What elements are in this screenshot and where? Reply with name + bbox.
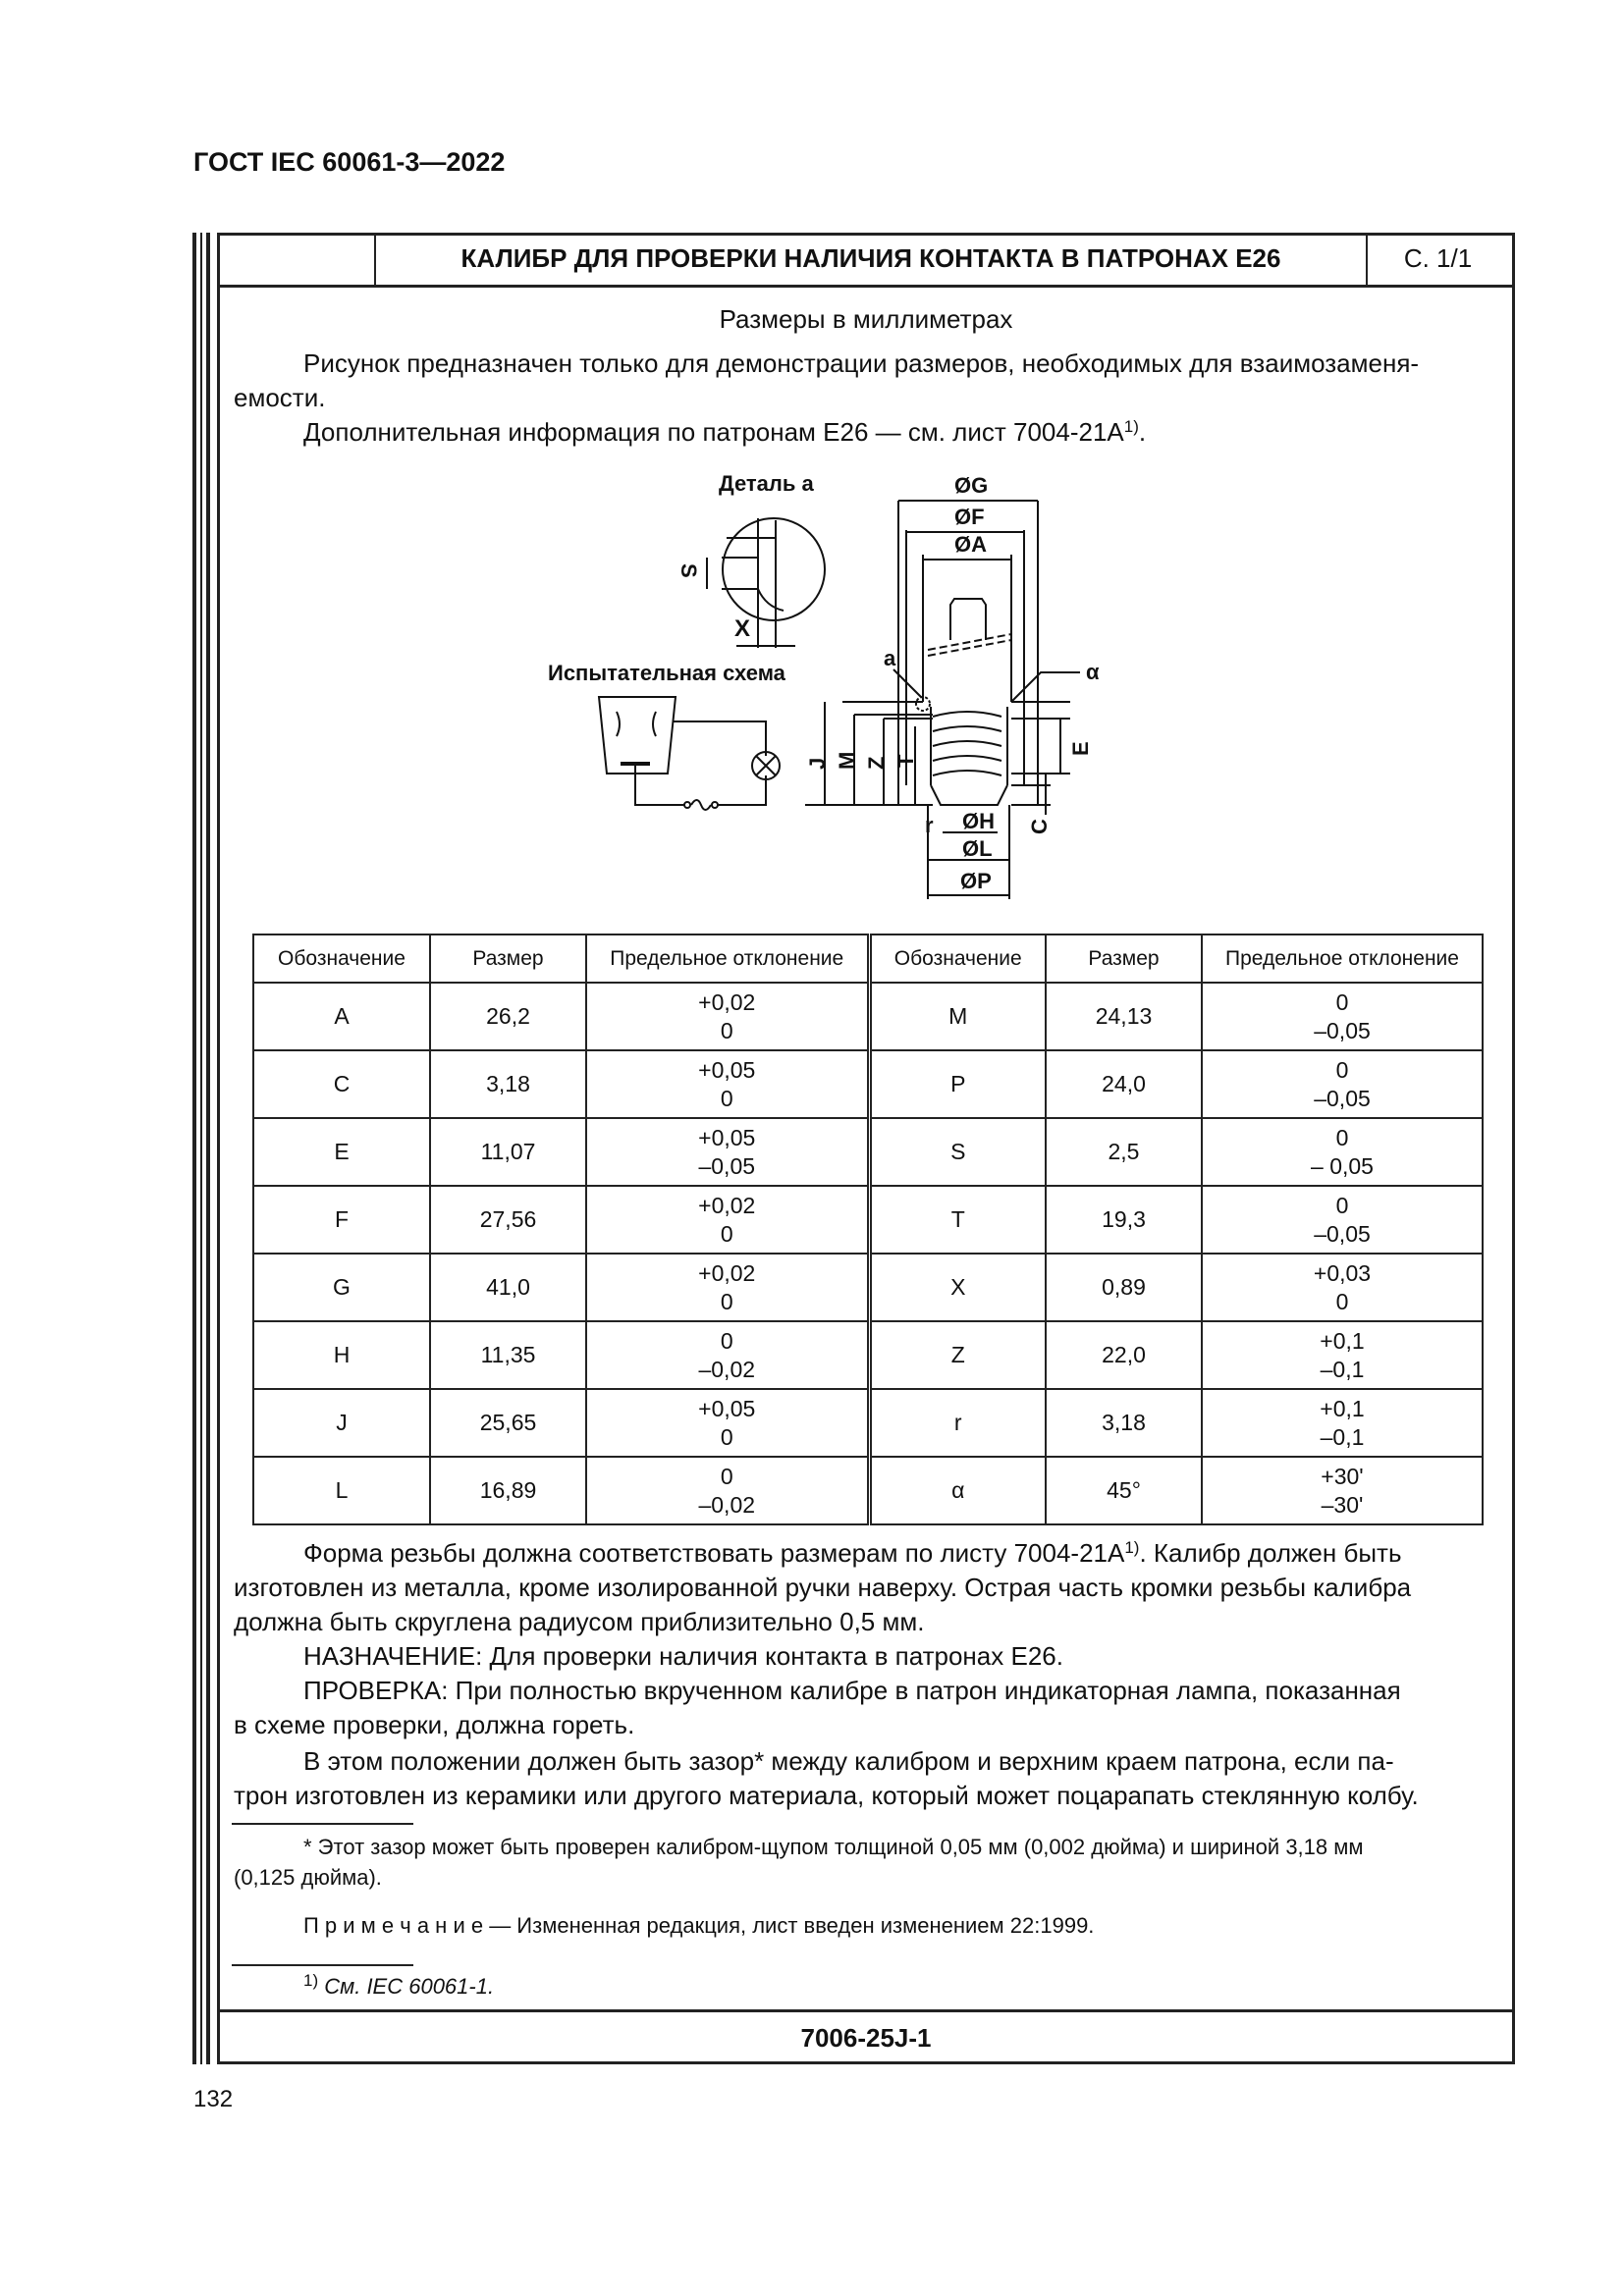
lower-tolerance: –0,05 <box>1314 1017 1371 1043</box>
column-header: Обозначение <box>253 934 430 983</box>
tolerance-cell <box>1202 1389 1483 1457</box>
tolerance-cell <box>1202 1254 1483 1321</box>
size-cell: 3,18 <box>1046 1389 1202 1457</box>
label-m: M <box>835 751 859 770</box>
designation-cell: S <box>869 1118 1046 1186</box>
terminal <box>712 802 718 808</box>
size-cell: 2,5 <box>1046 1118 1202 1186</box>
size-cell: 3,18 <box>430 1050 586 1118</box>
label-alpha: α <box>1086 660 1100 684</box>
label-a: ØA <box>954 532 987 557</box>
upper-tolerance: 0 <box>1335 1056 1349 1083</box>
upper-tolerance: +0,02 <box>698 988 756 1015</box>
label-h: ØH <box>962 809 995 833</box>
column-header: Размер <box>430 934 586 983</box>
table-row <box>253 1389 1483 1457</box>
body-text-line: изготовлен из металла, кроме изолированной ручки наверху. Острая часть кромки резьбы калибра <box>234 1573 1412 1602</box>
period: . <box>1138 417 1147 447</box>
table-row <box>253 1050 1483 1118</box>
table-row <box>253 983 1483 1050</box>
designation-cell: Z <box>869 1321 1046 1389</box>
upper-tolerance: 0 <box>720 1463 733 1489</box>
tolerance-cell <box>1202 1186 1483 1254</box>
size-cell: 11,07 <box>430 1118 586 1186</box>
footnote-ref: 1) <box>1123 417 1139 436</box>
ac-source-icon <box>691 800 711 810</box>
lower-tolerance: – 0,05 <box>1311 1152 1374 1179</box>
lower-tolerance: 0 <box>720 1423 733 1450</box>
designation-cell: T <box>869 1186 1046 1254</box>
column-header: Предельное отклонение <box>586 934 869 983</box>
terminal <box>684 802 690 808</box>
upper-tolerance: +0,1 <box>1320 1327 1365 1354</box>
designation-cell: A <box>253 983 430 1050</box>
tolerance-cell <box>586 1254 869 1321</box>
label-g: ØG <box>954 473 989 498</box>
designation-cell: J <box>253 1389 430 1457</box>
tolerance-cell <box>1202 1457 1483 1524</box>
upper-tolerance: +0,03 <box>1313 1259 1372 1286</box>
designation-cell: E <box>253 1118 430 1186</box>
size-cell: 24,13 <box>1046 983 1202 1050</box>
size-cell: 25,65 <box>430 1389 586 1457</box>
alpha-line <box>1011 672 1080 702</box>
table-row <box>253 1321 1483 1389</box>
thread-lines <box>933 712 1001 775</box>
table-row <box>253 1254 1483 1321</box>
table-header-row <box>253 934 1483 983</box>
label-f: ØF <box>954 505 985 529</box>
body-paragraph <box>303 1536 1402 1571</box>
gauge-handle <box>950 599 986 640</box>
upper-tolerance: +0,02 <box>698 1192 756 1218</box>
detail-profile <box>758 518 784 611</box>
detail-circle <box>723 518 825 620</box>
size-cell: 24,0 <box>1046 1050 1202 1118</box>
upper-tolerance: 0 <box>720 1327 733 1354</box>
footnote-divider <box>232 1823 413 1825</box>
test-circuit-title: Испытательная схема <box>548 661 785 685</box>
designation-cell: H <box>253 1321 430 1389</box>
gauge-body <box>923 574 1011 702</box>
label-p: ØP <box>960 869 992 893</box>
upper-tolerance: 0 <box>1335 1192 1349 1218</box>
footnote-ref: 1) <box>303 1971 319 1990</box>
contact-springs <box>617 712 656 736</box>
tolerance-cell <box>1202 1050 1483 1118</box>
sheet-code: 7006-25J-1 <box>217 2009 1515 2064</box>
upper-tolerance: 0 <box>1335 988 1349 1015</box>
column-header: Размер <box>1046 934 1202 983</box>
test-text: ПРОВЕРКА: При полностью вкрученном калибре в патрон индикаторная лампа, показанная <box>303 1676 1401 1705</box>
handle-break <box>928 634 1011 656</box>
table-row <box>253 1186 1483 1254</box>
tolerance-cell <box>586 1457 869 1524</box>
gauge-drawing <box>530 461 1296 923</box>
designation-cell: C <box>253 1050 430 1118</box>
tolerance-cell <box>1202 983 1483 1050</box>
label-e: E <box>1068 741 1093 756</box>
label-s: S <box>676 563 701 578</box>
tolerance-cell <box>1202 1118 1483 1186</box>
footnote-star-cont: (0,125 дюйма). <box>234 1865 382 1890</box>
document-header: ГОСТ IEC 60061-3—2022 <box>193 147 506 177</box>
designation-cell: L <box>253 1457 430 1524</box>
tolerance-cell <box>586 983 869 1050</box>
dim-e-lines <box>1011 719 1070 774</box>
lower-tolerance: –0,05 <box>1314 1220 1371 1247</box>
page-number: 132 <box>193 2086 234 2112</box>
designation-cell: F <box>253 1186 430 1254</box>
label-x: X <box>734 615 751 642</box>
label-j: J <box>805 757 830 770</box>
margin-bar <box>192 233 196 2064</box>
thread-requirement-text: . Калибр должен быть <box>1139 1538 1402 1568</box>
purpose-text: НАЗНАЧЕНИЕ: Для проверки наличия контакта в патронах E26. <box>303 1641 1063 1671</box>
gap-text-cont: трон изготовлен из керамики или другого материала, который может поцарапать стеклянную колбу. <box>234 1781 1419 1810</box>
size-cell: 11,35 <box>430 1321 586 1389</box>
upper-tolerance: +0,05 <box>698 1395 756 1421</box>
upper-tolerance: +30' <box>1321 1463 1364 1489</box>
size-cell: 41,0 <box>430 1254 586 1321</box>
tolerance-cell <box>586 1186 869 1254</box>
size-cell: 45° <box>1046 1457 1202 1524</box>
dim-c-lines <box>1011 774 1051 815</box>
test-text-cont: в схеме проверки, должна гореть. <box>234 1710 635 1739</box>
additional-info <box>303 415 1146 450</box>
lamp-cross <box>756 756 776 775</box>
footnote-ref: 1) <box>1124 1538 1140 1557</box>
lower-tolerance: 0 <box>720 1085 733 1111</box>
label-c: C <box>1027 819 1052 834</box>
lower-tolerance: –0,02 <box>698 1356 756 1382</box>
size-cell: 26,2 <box>430 983 586 1050</box>
lower-tolerance: 0 <box>1335 1288 1349 1314</box>
body-text-line: должна быть скруглена радиусом приблизительно 0,5 мм. <box>234 1607 925 1636</box>
intro-paragraph-cont <box>234 381 325 415</box>
sheet-page-indicator: С. 1/1 <box>1403 243 1473 273</box>
column-header: Обозначение <box>869 934 1046 983</box>
label-l: ØL <box>962 836 993 861</box>
lower-tolerance: –0,05 <box>698 1152 756 1179</box>
size-cell: 22,0 <box>1046 1321 1202 1389</box>
designation-cell: r <box>869 1389 1046 1457</box>
footnote-divider <box>232 1964 413 1966</box>
sheet-title-row <box>217 233 1515 288</box>
detail-title: Деталь а <box>719 471 814 496</box>
tolerance-cell <box>586 1050 869 1118</box>
note-text: П р и м е ч а н и е — Измененная редакция, лист введен изменением 22:1999. <box>303 1913 1095 1938</box>
gauge-tip <box>931 785 1007 805</box>
reference-text: См. IEC 60061-1. <box>324 1974 495 1999</box>
lower-tolerance: 0 <box>720 1017 733 1043</box>
label-a-small: a <box>884 646 896 670</box>
lower-tolerance: 0 <box>720 1288 733 1314</box>
label-t: T <box>893 754 918 768</box>
designation-cell: α <box>869 1457 1046 1524</box>
column-header: Предельное отклонение <box>1202 934 1483 983</box>
table-row <box>253 1118 1483 1186</box>
designation-cell: G <box>253 1254 430 1321</box>
label-r: r <box>925 813 934 837</box>
upper-tolerance: 0 <box>1335 1124 1349 1150</box>
gap-text: В этом положении должен быть зазор* между калибром и верхним краем патрона, если па- <box>303 1746 1394 1776</box>
upper-tolerance: +0,02 <box>698 1259 756 1286</box>
footnote-star: * Этот зазор может быть проверен калибром-щупом толщиной 0,05 мм (0,002 дюйма) и шириной 3,18 мм <box>303 1835 1364 1859</box>
designation-cell: M <box>869 983 1046 1050</box>
dimensions-caption: Размеры в миллиметрах <box>719 304 1013 334</box>
lower-tolerance: –0,1 <box>1320 1356 1365 1382</box>
sheet-title: КАЛИБР ДЛЯ ПРОВЕРКИ НАЛИЧИЯ КОНТАКТА В ПАТРОНАХ E26 <box>374 233 1368 285</box>
tolerance-cell <box>586 1389 869 1457</box>
additional-info-text: Дополнительная информация по патронам E26 — см. лист 7004-21A <box>303 417 1124 447</box>
upper-tolerance: +0,05 <box>698 1056 756 1083</box>
designation-cell: X <box>869 1254 1046 1321</box>
intro-text: емости. <box>234 383 326 412</box>
designation-cell: P <box>869 1050 1046 1118</box>
label-z: Z <box>864 756 889 770</box>
tolerance-cell <box>586 1321 869 1389</box>
size-cell: 19,3 <box>1046 1186 1202 1254</box>
margin-bar <box>200 233 202 2064</box>
size-cell: 0,89 <box>1046 1254 1202 1321</box>
reference-footnote <box>303 1971 494 2002</box>
size-cell: 16,89 <box>430 1457 586 1524</box>
tolerance-cell <box>586 1118 869 1186</box>
lower-tolerance: –0,02 <box>698 1491 756 1518</box>
intro-text: Рисунок предназначен только для демонстрации размеров, необходимых для взаимозаменя- <box>303 348 1420 378</box>
table-row <box>253 1457 1483 1524</box>
lower-tolerance: –0,1 <box>1320 1423 1365 1450</box>
dimensions-table <box>252 934 1484 1525</box>
size-cell: 27,56 <box>430 1186 586 1254</box>
tolerance-cell <box>1202 1321 1483 1389</box>
upper-tolerance: +0,1 <box>1320 1395 1365 1421</box>
intro-paragraph <box>303 347 1419 381</box>
lower-tolerance: –0,05 <box>1314 1085 1371 1111</box>
lower-tolerance: –30' <box>1321 1491 1364 1518</box>
dim-s-lines <box>707 558 758 589</box>
margin-bar <box>206 233 210 2064</box>
lower-tolerance: 0 <box>720 1220 733 1247</box>
thread-requirement-text: Форма резьбы должна соответствовать размерам по листу 7004-21A <box>303 1538 1125 1568</box>
upper-tolerance: +0,05 <box>698 1124 756 1150</box>
